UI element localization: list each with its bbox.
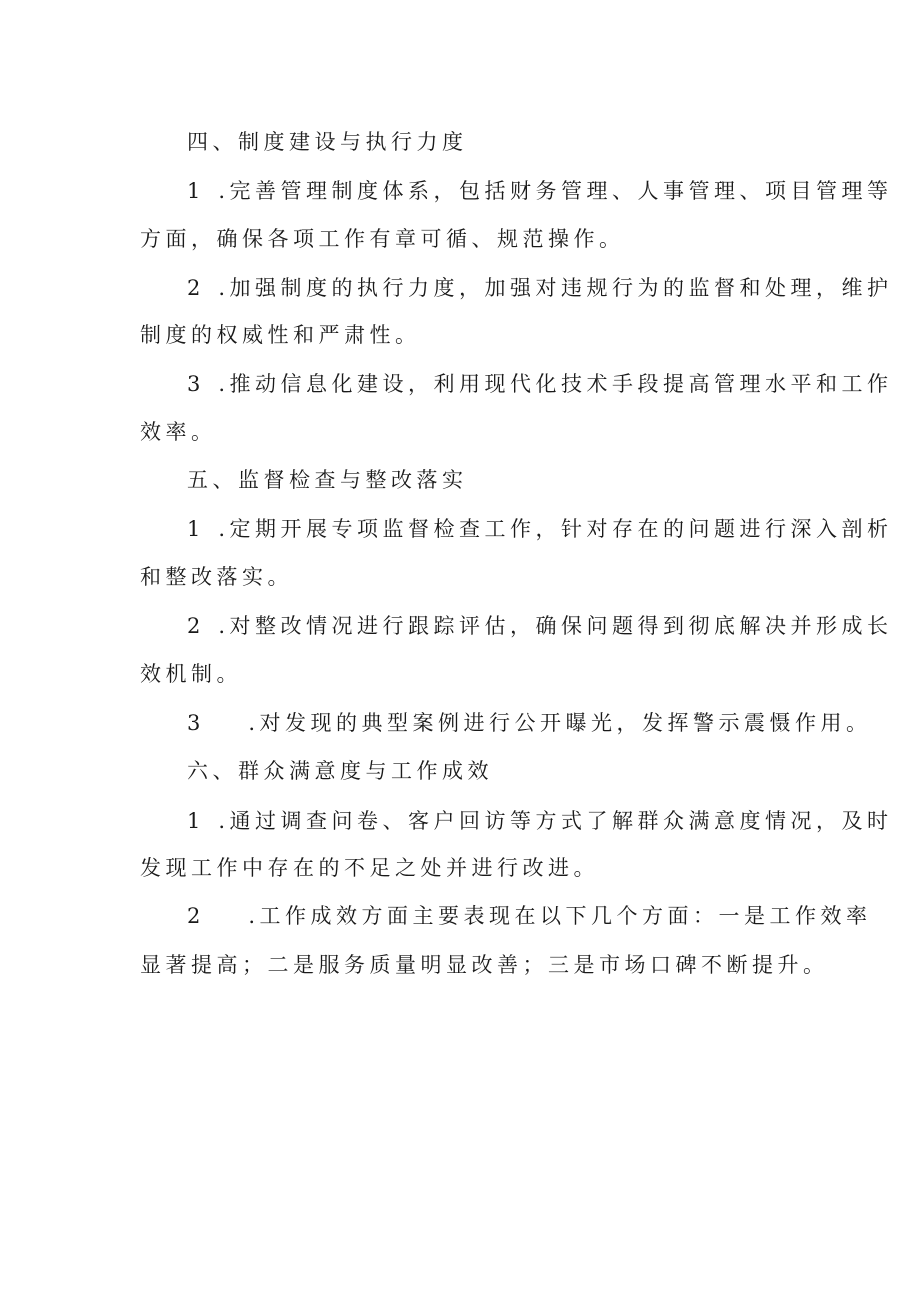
- list-item-first-line: [187, 711, 872, 735]
- item-text: .对发现的典型案例进行公开曝光，发挥警示震慑作用。: [248, 711, 872, 735]
- section-heading: 五、监督检查与整改落实: [187, 468, 468, 492]
- list-item-first-line: [187, 614, 893, 638]
- section-heading: 六、群众满意度与工作成效: [187, 759, 493, 783]
- item-text: .推动信息化建设，利用现代化技术手段提高管理水平和工作: [218, 372, 893, 396]
- item-number: 3: [187, 372, 201, 396]
- list-item-first-line: [187, 372, 893, 396]
- list-item-continuation: 制度的权威性和严肃性。: [140, 323, 421, 347]
- list-item-continuation: 显著提高；二是服务质量明显改善；三是市场口碑不断提升。: [140, 953, 829, 977]
- item-text: .完善管理制度体系，包括财务管理、人事管理、项目管理等: [218, 179, 893, 203]
- list-item-continuation: 发现工作中存在的不足之处并进行改进。: [140, 856, 599, 880]
- item-text: .加强制度的执行力度，加强对违规行为的监督和处理，维护: [218, 276, 893, 300]
- list-item-continuation: 效机制。: [140, 662, 242, 686]
- list-item-continuation: 和整改落实。: [140, 565, 293, 589]
- list-item-first-line: [187, 179, 893, 203]
- item-number: 1: [187, 809, 201, 833]
- list-item-first-line: [187, 809, 893, 833]
- item-text: .通过调查问卷、客户回访等方式了解群众满意度情况，及时: [218, 809, 893, 833]
- item-number: 1: [187, 517, 201, 541]
- item-number: 1: [187, 179, 201, 203]
- section-heading: 四、制度建设与执行力度: [187, 130, 468, 154]
- item-number: 2: [187, 276, 201, 300]
- item-text: .定期开展专项监督检查工作，针对存在的问题进行深入剖析: [218, 517, 893, 541]
- item-text: .工作成效方面主要表现在以下几个方面：一是工作效率: [248, 904, 872, 928]
- list-item-first-line: [187, 517, 893, 541]
- item-text: .对整改情况进行跟踪评估，确保问题得到彻底解决并形成长: [218, 614, 893, 638]
- list-item-continuation: 方面，确保各项工作有章可循、规范操作。: [140, 227, 625, 251]
- list-item-first-line: [187, 904, 872, 928]
- list-item-continuation: 效率。: [140, 420, 217, 444]
- item-number: 3: [187, 711, 201, 735]
- list-item-first-line: [187, 276, 893, 300]
- item-number: 2: [187, 614, 201, 638]
- item-number: 2: [187, 904, 201, 928]
